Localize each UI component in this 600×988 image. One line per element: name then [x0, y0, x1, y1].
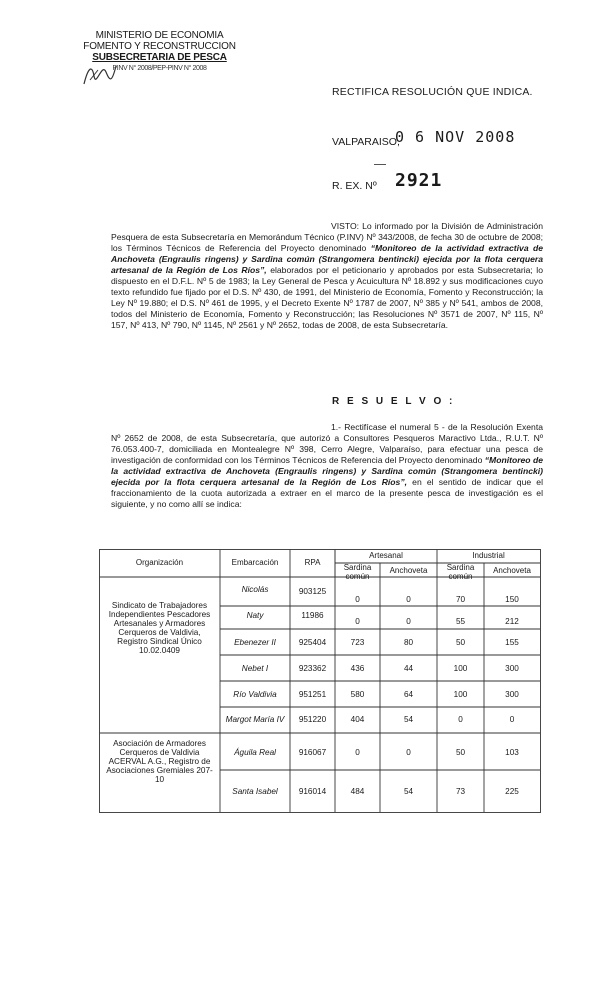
header-industrial-sardina: Sardina común — [446, 563, 475, 581]
letterhead-subsecretaria: SUBSECRETARIA DE PESCA — [92, 52, 227, 63]
stamp-mark — [374, 164, 386, 165]
row-3-ind-anchoveta: 155 — [505, 638, 519, 647]
row-8-art-anchoveta: 54 — [403, 787, 414, 796]
row-1-boat: Nicolás — [241, 585, 269, 594]
date-city: VALPARAISO, — [332, 136, 400, 148]
row-3-art-sardina: 723 — [350, 638, 365, 647]
row-4-ind-anchoveta: 300 — [505, 664, 519, 673]
row-2-art-sardina: 0 — [355, 617, 360, 626]
row-1-rpa: 903125 — [298, 587, 327, 596]
letterhead-ministry: MINISTERIO DE ECONOMIA — [95, 30, 224, 41]
letterhead-reference: PINV N° 2008/PEP-PINV N° 2008 — [112, 65, 207, 72]
header-organizacion: Organización — [135, 558, 184, 567]
row-5-art-sardina: 580 — [350, 690, 365, 699]
visto-paragraph — [111, 221, 543, 331]
row-6-rpa: 951220 — [298, 715, 327, 724]
row-2-ind-anchoveta: 212 — [505, 617, 519, 626]
row-5-ind-sardina: 100 — [453, 690, 468, 699]
resolution-prefix: R. EX. Nº — [332, 180, 377, 192]
row-6-art-sardina: 404 — [350, 715, 365, 724]
header-rpa: RPA — [304, 558, 321, 567]
letterhead-ministry-line2: FOMENTO Y RECONSTRUCCION — [83, 41, 236, 52]
row-1-ind-sardina: 70 — [455, 595, 466, 604]
row-8-art-sardina: 484 — [350, 787, 365, 796]
visto-text-cont: elaborados por el peticionario y aprobados por esta Subsecretaria; lo dispuesto en el D.F.L. Nº 5 de 1983; la Ley General de Pesca y Acuicultura Nº 18.892 y sus modificaciones cuyo texto refundido fue fijado por el D.S. Nº 430, de 1991, del Ministerio de Economía, Fomento y Reconstrucción; la Ley Nº 19.880; el D.S. Nº 461 de 1995, y el Decreto Exente Nº 1787 de 2007, Nº 385 y Nº 541, ambos de 2008, todos del Ministerio de Economía, Fomento y Reconstrucción; las Resoluciones Nº 3571 de 2007, Nº 115, Nº 157, Nº 413, Nº 790, Nº 1145, Nº 2561 y Nº 2652, todas de 2008, de esta Subsecretaría. — [111, 265, 544, 330]
row-7-ind-sardina: 50 — [455, 748, 466, 757]
row-5-rpa: 951251 — [298, 690, 327, 699]
row-7-art-sardina: 0 — [355, 748, 360, 757]
row-5-ind-anchoveta: 300 — [505, 690, 519, 699]
resolution-number: 2921 — [395, 170, 443, 191]
row-3-boat: Ebenezer II — [234, 638, 276, 647]
row-8-rpa: 916014 — [298, 787, 327, 796]
resuelvo-heading: R E S U E L V O : — [332, 396, 455, 407]
header-industrial-anchoveta: Anchoveta — [493, 566, 531, 575]
organization-sindicato: Sindicato de Trabajadores Independientes Pescadores Artesanales y Armadores Cerqueros de Valdivia, Registro Sindical Único 10.02.0409 — [108, 601, 211, 655]
date-stamp: 0 6 NOV 2008 — [395, 128, 516, 146]
row-1-art-sardina: 0 — [355, 595, 360, 604]
row-2-boat: Naty — [246, 611, 264, 620]
row-2-rpa: 11986 — [301, 611, 324, 620]
row-2-ind-sardina: 55 — [455, 617, 466, 626]
document-subject: RECTIFICA RESOLUCIÓN QUE INDICA. — [332, 86, 533, 98]
header-artesanal: Artesanal — [369, 551, 403, 560]
row-4-ind-sardina: 100 — [453, 664, 468, 673]
header-embarcacion: Embarcación — [231, 558, 279, 567]
article-1-project-title: “Monitoreo de la actividad extractiva de Anchoveta (Engraulis ringens) y Sardina común (Strangomera bentincki) ejecida por la flota cerquera artesanal de la Región de Los Ríos”, — [111, 455, 543, 487]
row-1-art-anchoveta: 0 — [406, 595, 411, 604]
row-8-ind-anchoveta: 225 — [505, 787, 519, 796]
row-8-ind-sardina: 73 — [455, 787, 466, 796]
resolution-article-1 — [111, 422, 543, 510]
row-5-boat: Río Valdivia — [233, 690, 277, 699]
row-4-art-anchoveta: 44 — [403, 664, 414, 673]
visto-text: Lo informado por la División de Administración Pesquera de esta Subsecretaría en Memorándum Técnico (P.INV) Nº 343/2008, de fecha 30 de octubre de 2008; los Términos Técnicos de Referencia del Proyecto denominado — [111, 221, 543, 253]
visto-lead: VISTO: — [331, 221, 360, 231]
visto-project-title: “Monitoreo de la actividad extractiva de Anchoveta (Engraulis ringens) y Sardina común (Strangomera bentincki) ejecida por la flota cerquera artesanal de la Región de Los Ríos”, — [111, 243, 544, 275]
row-6-art-anchoveta: 54 — [403, 715, 414, 724]
quota-table — [99, 549, 541, 813]
header-artesanal-sardina: Sardina común — [343, 563, 372, 581]
signature-scribble-icon — [80, 58, 120, 88]
organization-acerval: Asociación de Armadores Cerqueros de Valdivia ACERVAL A.G., Registro de Asociaciones Gremiales 207-10 — [106, 739, 213, 784]
header-artesanal-anchoveta: Anchoveta — [389, 566, 428, 575]
row-7-boat: Águila Real — [234, 748, 276, 757]
row-6-boat: Margot María IV — [225, 715, 285, 724]
row-3-ind-sardina: 50 — [455, 638, 466, 647]
row-7-rpa: 916067 — [298, 748, 327, 757]
row-3-art-anchoveta: 80 — [403, 638, 414, 647]
row-7-ind-anchoveta: 103 — [505, 748, 519, 757]
row-8-boat: Santa Isabel — [232, 787, 278, 796]
article-1-text-cont: en el sentido de indicar que el fraccionamiento de la cuota autorizada a extraer en el marco de la presente pesca de investigación es el siguiente, y no como allí se indica: — [111, 477, 543, 509]
header-industrial: Industrial — [472, 551, 505, 560]
row-6-ind-sardina: 0 — [458, 715, 463, 724]
row-4-boat: Nebet I — [241, 664, 269, 673]
row-2-art-anchoveta: 0 — [406, 617, 411, 626]
row-4-rpa: 923362 — [298, 664, 327, 673]
row-3-rpa: 925404 — [298, 638, 327, 647]
row-7-art-anchoveta: 0 — [406, 748, 411, 757]
article-1-text: 1.- Rectifícase el numeral 5 - de la Resolución Exenta Nº 2652 de 2008, de esta Subsecretaría, que autorizó a Consultores Pesqueros Maractivo Ltda., R.U.T. Nº 76.053.400-7, domiciliada en Montealegre Nº 398, Cerro Alegre, Valparaíso, para efectuar una pesca de investigación de conformidad con los Términos Técnicos de Referencia del Proyecto denominado — [111, 422, 543, 465]
row-4-art-sardina: 436 — [350, 664, 365, 673]
row-6-ind-anchoveta: 0 — [509, 715, 515, 724]
row-1-ind-anchoveta: 150 — [505, 595, 519, 604]
row-5-art-anchoveta: 64 — [403, 690, 414, 699]
